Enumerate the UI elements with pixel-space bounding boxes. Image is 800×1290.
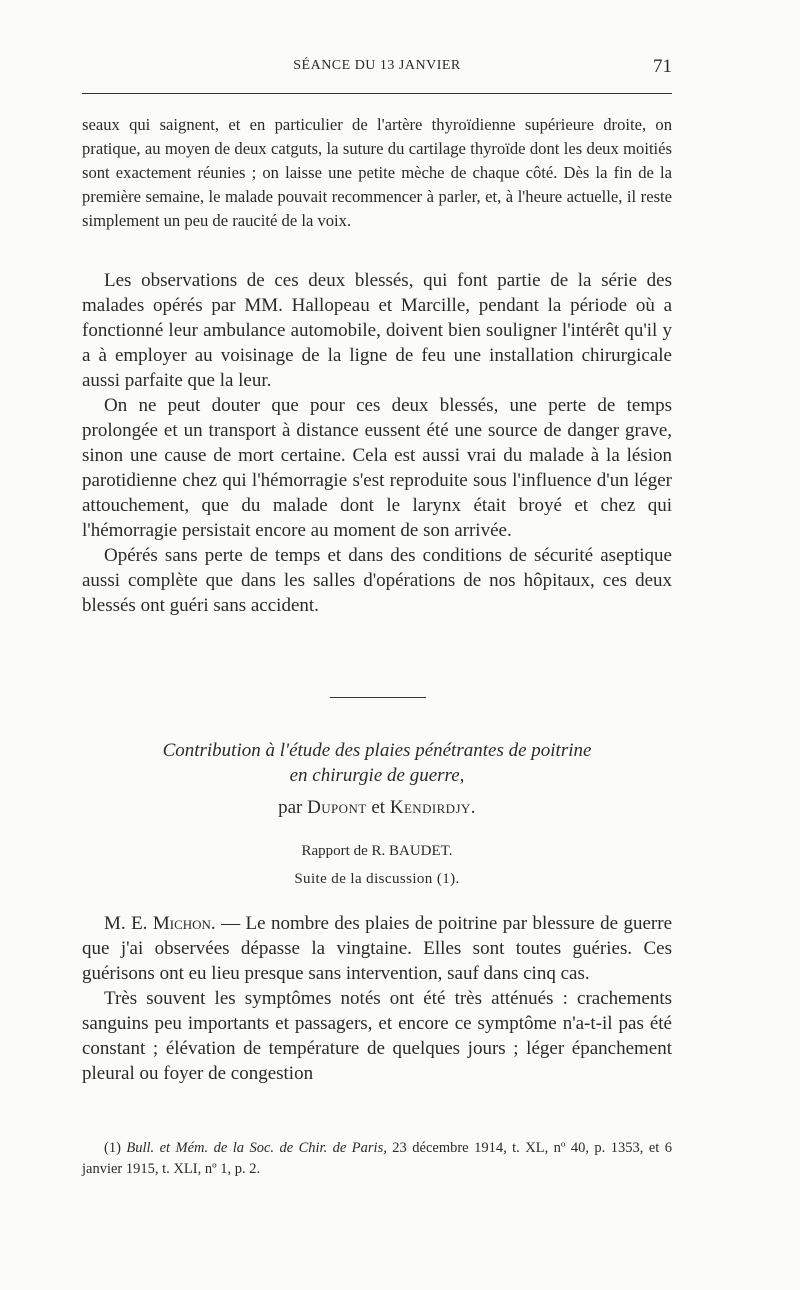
speaker-initial: M. E.	[104, 913, 148, 934]
page-number: 71	[653, 56, 672, 77]
running-head-title: SÉANCE DU 13 JANVIER	[293, 58, 461, 73]
footnote-marker: (1)	[104, 1140, 121, 1156]
contribution-title	[82, 738, 672, 788]
paragraph-conclusion: Opérés sans perte de temps et dans des conditions de sécurité aseptique aussi complète que dans les salles d'opérations de nos hôpitaux, ces deux blessés ont guéri sans accident.	[82, 545, 672, 616]
footnote-journal: Bull. et Mém. de la Soc. de Chir. de Paris,	[126, 1140, 387, 1156]
footnote	[82, 1138, 672, 1180]
contribution-title-line1: Contribution à l'étude des plaies pénétrantes de poitrine	[162, 740, 592, 761]
footnote-details: 23 décembre 1914, t. XL, nº 40, p. 1353, et 6 janvier 1915, t. XLI, nº 1, p. 2.	[82, 1140, 672, 1177]
paragraph-symptoms: Très souvent les symptômes notés ont été très atténués : crachements sanguins peu importants et passagers, et encore ce symptôme n'a-t-il pas été constant ; élévation de température de quelques jours ; léger épanchement pleural ou foyer de congestion	[82, 988, 672, 1084]
author-kendirdjy: Kendirdjy.	[389, 797, 476, 818]
author-dupont: Dupont	[307, 797, 367, 818]
paragraph-continued: seaux qui saignent, et en particulier de l'artère thyroïdienne supérieure droite, on pratique, au moyen de deux catguts, la suture du cartilage thyroïde dont les deux moitiés sont exactement réunies ; on laisse une petite mèche de chaque côté. Dès la fin de la première semaine, le malade pouvait recommencer à parler, et, à l'heure actuelle, il reste simplement un peu de raucité de la voix.	[82, 115, 672, 230]
discussion-section	[82, 911, 672, 1086]
paragraph-observations: Les observations de ces deux blessés, qui font partie de la série des malades opérés par MM. Hallopeau et Marcille, pendant la période où a fonctionné leur ambulance automobile, doivent bien souligner l'intérêt qu'il y a à employer au voisinage de la ligne de feu une installation chirurgicale aussi parfaite que la leur.	[82, 270, 672, 391]
section-separator	[330, 697, 426, 698]
michon-text: — Le nombre des plaies de poitrine par blessure de guerre que j'ai observées dépasse la vingtaine. Elles sont toutes guéries. Ces guérisons ont eu lieu presque sans intervention, sauf dans cinq cas.	[82, 913, 672, 984]
authors-and: et	[371, 797, 386, 818]
footnote-text	[82, 1138, 672, 1180]
running-head	[82, 58, 672, 80]
speaker-name: Michon.	[152, 913, 216, 934]
paragraph-michon	[82, 911, 672, 986]
contribution-title-line2: en chirurgie de guerre,	[289, 765, 465, 786]
authors-line	[82, 797, 672, 819]
rapport-line: Rapport de R. BAUDET.	[301, 843, 453, 859]
suite-discussion: Suite de la discussion (1).	[294, 871, 460, 887]
paragraph-danger: On ne peut douter que pour ces deux blessés, une perte de temps prolongée et un transport à distance eussent été une source de danger grave, sinon une cause de mort certaine. Cela est aussi vrai du malade à la lésion parotidienne chez qui l'hémorragie s'est reproduite sous l'influence d'un léger attouchement, que du malade dont le larynx était broyé et chez qui l'hémorragie persistait encore au moment de son arrivée.	[82, 395, 672, 541]
header-rule	[82, 93, 672, 94]
authors-prefix: par	[278, 797, 303, 818]
observations-section	[82, 268, 672, 618]
